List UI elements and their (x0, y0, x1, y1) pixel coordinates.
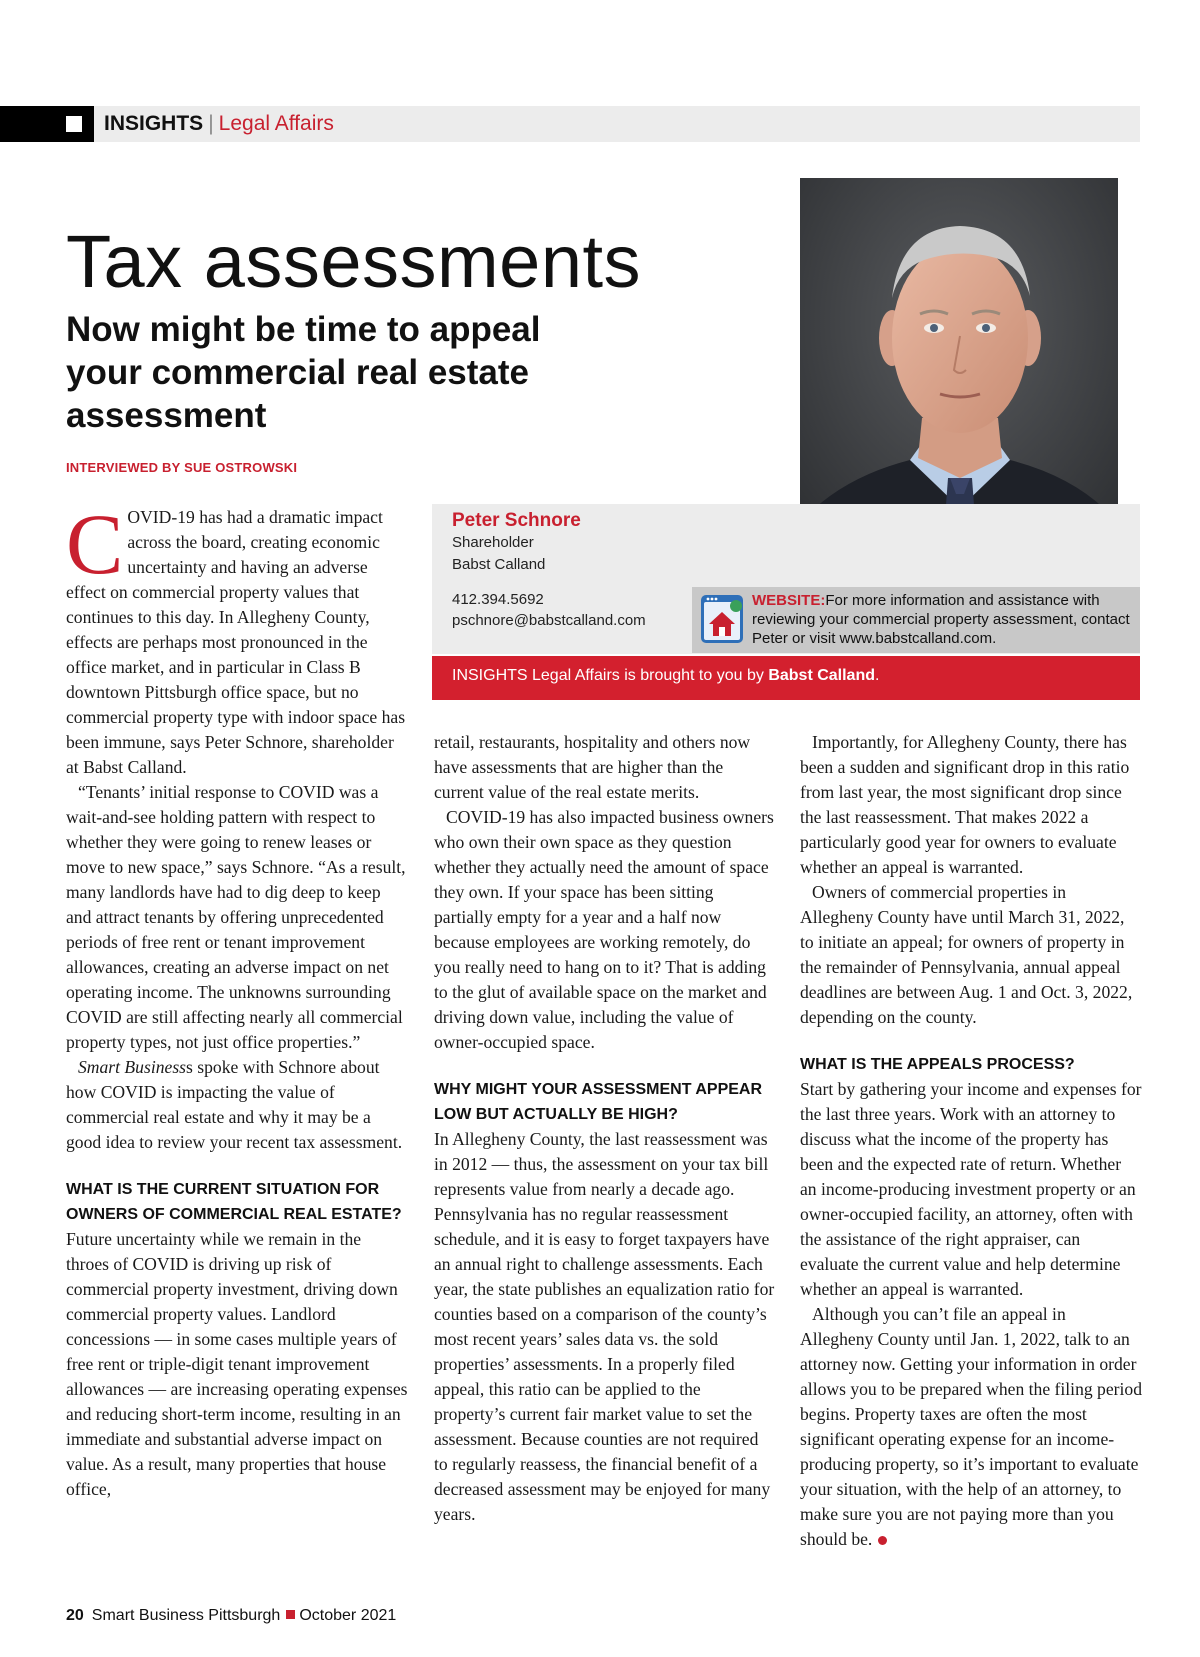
paragraph: Owners of commercial properties in Allegheny County have until March 31, 2022, to initiate an appeal; for owners of property in the remainder of Pennsylvania, annual appeal deadlines are between Aug. 1 and Oct. 3, 2022, depending on the county. (800, 882, 1133, 1027)
issue-date: October 2021 (299, 1607, 397, 1624)
article-title: Tax assessments (66, 220, 642, 303)
paragraph (800, 1302, 1142, 1552)
section-heading: WHY MIGHT YOUR ASSESSMENT APPEAR LOW BUT ACTUALLY BE HIGH? (434, 1081, 763, 1123)
section-heading: WHAT IS THE APPEALS PROCESS? (800, 1056, 1075, 1073)
section-label (104, 112, 334, 136)
sponsor-name: Babst Calland (768, 667, 875, 684)
paragraph (66, 1055, 408, 1155)
section-separator: | (208, 112, 214, 135)
article-column-2 (434, 730, 776, 1527)
sponsor-text (452, 667, 879, 685)
sponsor-suffix: . (875, 667, 880, 684)
section-category: Legal Affairs (218, 112, 334, 135)
section-square-icon (66, 116, 82, 132)
profile-role: Shareholder (452, 534, 534, 551)
footer-square-icon (286, 1610, 295, 1619)
website-callout-text (752, 591, 1138, 648)
paragraph: In Allegheny County, the last reassessment was in 2012 — thus, the assessment on your tax bill represents value from nearly a decade ago. Pennsylvania has no regular reassessment schedule, and it is easy to forget taxpayers have an annual right to challenge assessments. Each year, the state publishes an equalization ratio for counties based on a comparison of the county’s most recent years’ sales data vs. the sold properties’ assessments. In a properly filed appeal, this ratio can be applied to the property’s current fair market value to set the assessment. Because counties are not required to regularly reassess, the financial benefit of a decreased assessment may be enjoyed for many years. (434, 1129, 775, 1524)
paragraph: COVID-19 has also impacted business owners who own their own space as they question whether they actually need the amount of space they own. If your space has been sitting partially empty for a year and a half now because employees are working remotely, do you really need to hang on to it? That is adding to the glut of available space on the market and driving down value, including the value of owner-occupied space. (434, 807, 774, 1052)
article-column-3 (800, 730, 1142, 1552)
page-footer (66, 1607, 396, 1625)
drop-cap: C (66, 496, 124, 592)
article-byline: INTERVIEWED BY SUE OSTROWSKI (66, 460, 298, 475)
website-label: WEBSITE: (752, 592, 826, 609)
section-name: INSIGHTS (104, 112, 204, 135)
section-heading: WHAT IS THE CURRENT SITUATION FOR OWNERS OF COMMERCIAL REAL ESTATE? (66, 1181, 402, 1223)
profile-name: Peter Schnore (452, 510, 581, 531)
end-mark-icon (878, 1536, 887, 1545)
paragraph: OVID-19 has had a dramatic impact across the board, creating economic uncertainty and having an adverse effect on commercial property values that continues to this day. In Allegheny County, effects are perhaps most pronounced in the office market, and in particular in Class B downtown Pittsburgh office space, but no commercial property type with indoor space has been immune, says Peter Schnore, shareholder at Babst Calland. (66, 507, 406, 777)
article-column-1 (66, 496, 408, 1502)
profile-phone: 412.394.5692 (452, 591, 544, 608)
paragraph: “Tenants’ initial response to COVID was a wait-and-see holding pattern with respect to whether they were going to renew leases or move to new space,” says Schnore. “As a result, many landlords have had to dig deep to keep and attract tenants by offering unprecedented periods of free rent or tenant improvement allowances, creating an adverse impact on net operating income. The unknowns surrounding COVID are still affecting nearly all commercial property types, not just office properties.” (66, 782, 406, 1052)
article-subtitle: Now might be time to appeal your commercial real estate assessment (66, 310, 541, 435)
paragraph: Future uncertainty while we remain in the throes of COVID is driving up risk of commercial property investment, driving down commercial property values. Landlord concessions — in some cases multiple years of free rent or triple-digit tenant improvement allowances — are increasing operating expenses and reducing short-term income, resulting in an immediate and substantial adverse impact on value. As a result, many properties that house office, (66, 1229, 408, 1499)
paragraph-text: Although you can’t file an appeal in Allegheny County until Jan. 1, 2022, talk to an attorney now. Getting your information in order allows you to be prepared when the filing period begins. Property taxes are often the most significant operating expense for an income-producing property, so it’s important to evaluate your situation, with the help of an attorney, to make sure you are not paying more than you should be. (800, 1304, 1143, 1549)
publication-title: Smart Business Pittsburgh (91, 1607, 281, 1624)
publication-name: Smart Business (78, 1057, 187, 1077)
sponsor-prefix: INSIGHTS Legal Affairs is brought to you by (452, 667, 769, 684)
paragraph-text: s spoke with Schnore about how COVID is impacting the value of commercial real estate and why it may be a good idea to review your recent tax assessment. (66, 1057, 403, 1152)
paragraph: Importantly, for Allegheny County, there has been a sudden and significant drop in this ratio from last year, the most significant drop since the last reassessment. That makes 2022 a particularly good year for owners to evaluate whether an appeal is warranted. (800, 732, 1130, 877)
profile-email[interactable]: pschnore@babstcalland.com (452, 612, 646, 629)
paragraph: Start by gathering your income and expenses for the last three years. Work with an attorney to discuss what the income of the property has been and the expected rate of return. Whether an income-producing investment property or an owner-occupied facility, an attorney, often with the assistance of the right appraiser, can evaluate the current value and help determine whether an appeal is warranted. (800, 1079, 1142, 1299)
page-number: 20 (66, 1607, 84, 1624)
website-description: For more information and assistance with reviewing your commercial property assessment, contact Peter or visit www.babstcalland.com. (752, 592, 1130, 647)
website-house-icon (700, 594, 744, 644)
profile-firm: Babst Calland (452, 556, 546, 573)
paragraph: retail, restaurants, hospitality and others now have assessments that are higher than the current value of the real estate merits. (434, 732, 751, 802)
